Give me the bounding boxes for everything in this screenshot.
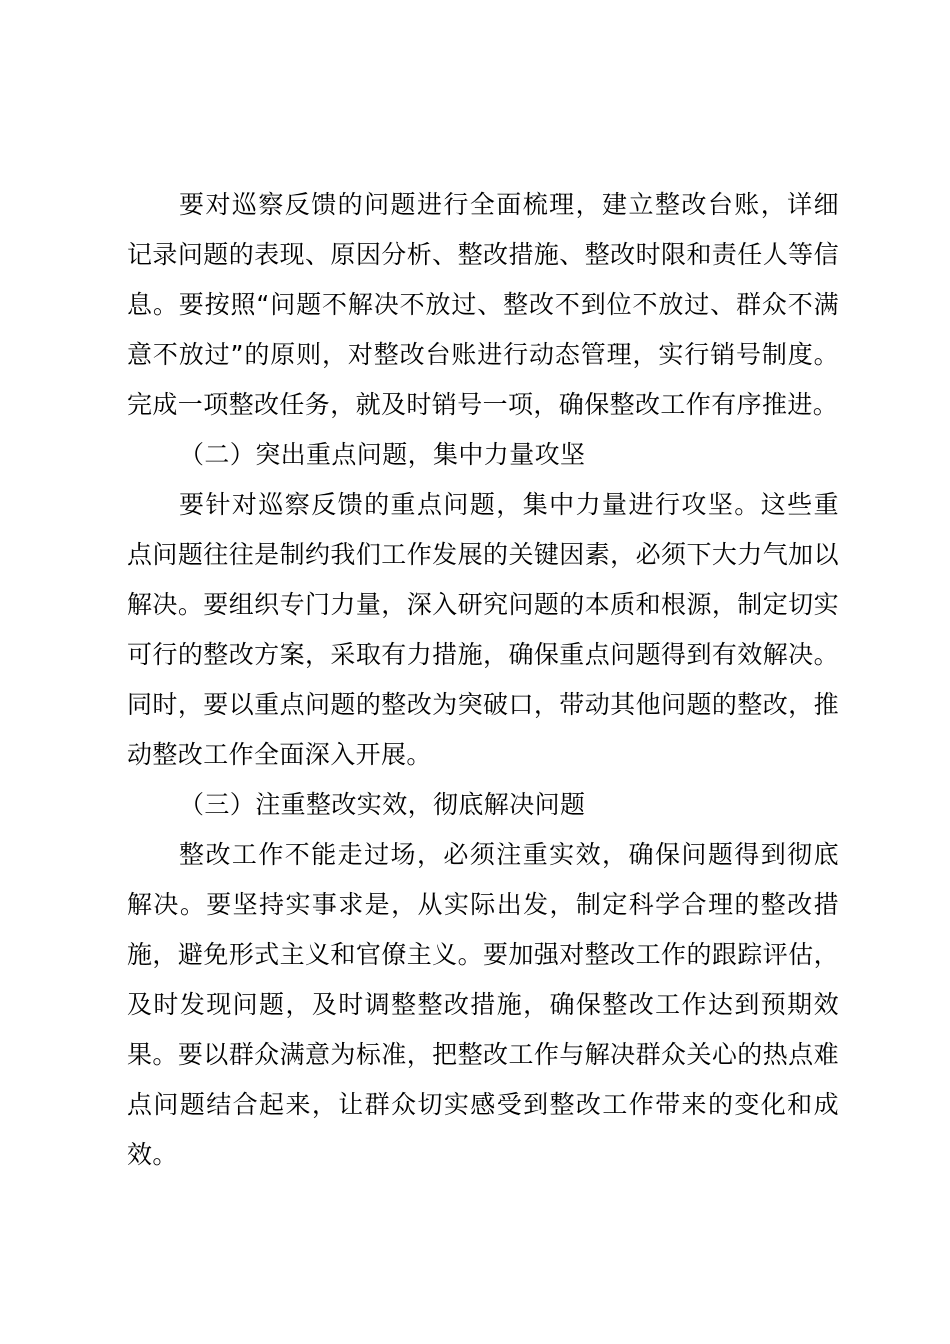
section-heading-2: （二）突出重点问题，集中力量攻坚 [179,440,586,469]
paragraph-ledger-management: 要对巡察反馈的问题进行全面梳理，建立整改台账，详细记录问题的表现、原因分析、整改措施、整改时限和责任人等信息。要按照“问题不解决不放过、整改不到位不放过、群众不满意不放过”的原则，对整改台账进行动态管理，实行销号制度。完成一项整改任务，就及时销号一项，确保整改工作有序推进。 [127,190,839,419]
document-body [127,180,839,1180]
paragraph-key-problems: 要针对巡察反馈的重点问题，集中力量进行攻坚。这些重点问题往往是制约我们工作发展的关键因素，必须下大力气加以解决。要组织专门力量，深入研究问题的本质和根源，制定切实可行的整改方案，采取有力措施，确保重点问题得到有效解决。同时，要以重点问题的整改为突破口，带动其他问题的整改，推动整改工作全面深入开展。 [127,490,839,769]
section-heading-3: （三）注重整改实效，彻底解决问题 [179,790,586,819]
paragraph-rectification-effect: 整改工作不能走过场，必须注重实效，确保问题得到彻底解决。要坚持实事求是，从实际出发，制定科学合理的整改措施，避免形式主义和官僚主义。要加强对整改工作的跟踪评估，及时发现问题，及时调整整改措施，确保整改工作达到预期效果。要以群众满意为标准，把整改工作与解决群众关心的热点难点问题结合起来，让群众切实感受到整改工作带来的变化和成效。 [127,840,839,1169]
